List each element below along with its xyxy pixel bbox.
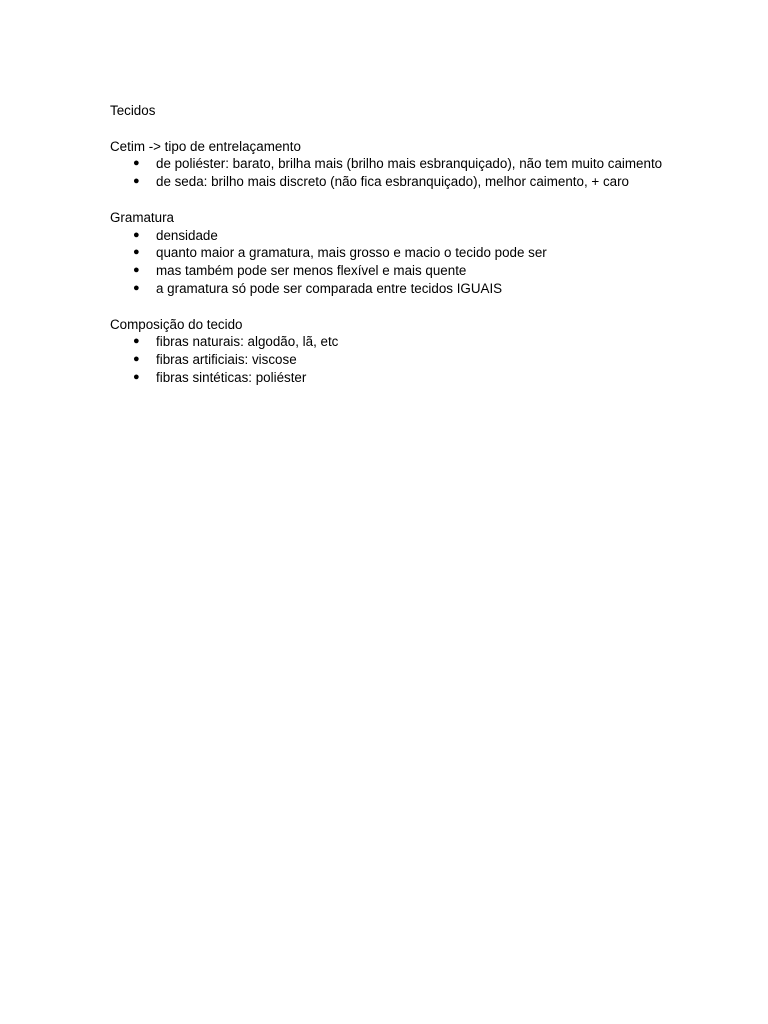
list-item: ● densidade: [133, 227, 218, 243]
bullet-list: [110, 155, 730, 191]
list-item: ● fibras naturais: algodão, lã, etc: [133, 334, 339, 350]
bullet-icon: ●: [133, 370, 140, 383]
bullet-icon: ●: [133, 264, 140, 277]
section-heading: Composição do tecido: [110, 316, 243, 332]
bullet-icon: ●: [133, 157, 140, 170]
bullet-icon: ●: [133, 281, 140, 294]
list-item: ● mas também pode ser menos flexível e mais quente: [133, 263, 467, 279]
bullet-icon: ●: [133, 353, 140, 366]
list-item: ● de seda: brilho mais discreto (não fica esbranquiçado), melhor caimento, + caro: [133, 174, 630, 190]
section-gramatura: [110, 209, 730, 298]
bullet-icon: ●: [133, 228, 140, 241]
section-cetim: [110, 138, 730, 191]
bullet-list: [110, 333, 730, 386]
document-page: [110, 102, 730, 387]
bullet-icon: ●: [133, 246, 140, 259]
list-item: ● de poliéster: barato, brilha mais (brilho mais esbranquiçado), não tem muito caimento: [133, 156, 663, 172]
list-item: ● quanto maior a gramatura, mais grosso e macio o tecido pode ser: [133, 245, 547, 261]
list-item: ● fibras sintéticas: poliéster: [133, 369, 307, 385]
bullet-icon: ●: [133, 175, 140, 188]
bullet-list: [110, 227, 730, 298]
section-composicao: [110, 316, 730, 387]
bullet-icon: ●: [133, 335, 140, 348]
list-item: ● fibras artificiais: viscose: [133, 352, 297, 368]
section-heading: Cetim -> tipo de entrelaçamento: [110, 138, 301, 154]
section-heading: Gramatura: [110, 209, 174, 225]
document-title: Tecidos: [110, 103, 156, 118]
list-item: ● a gramatura só pode ser comparada entre tecidos IGUAIS: [133, 280, 503, 296]
